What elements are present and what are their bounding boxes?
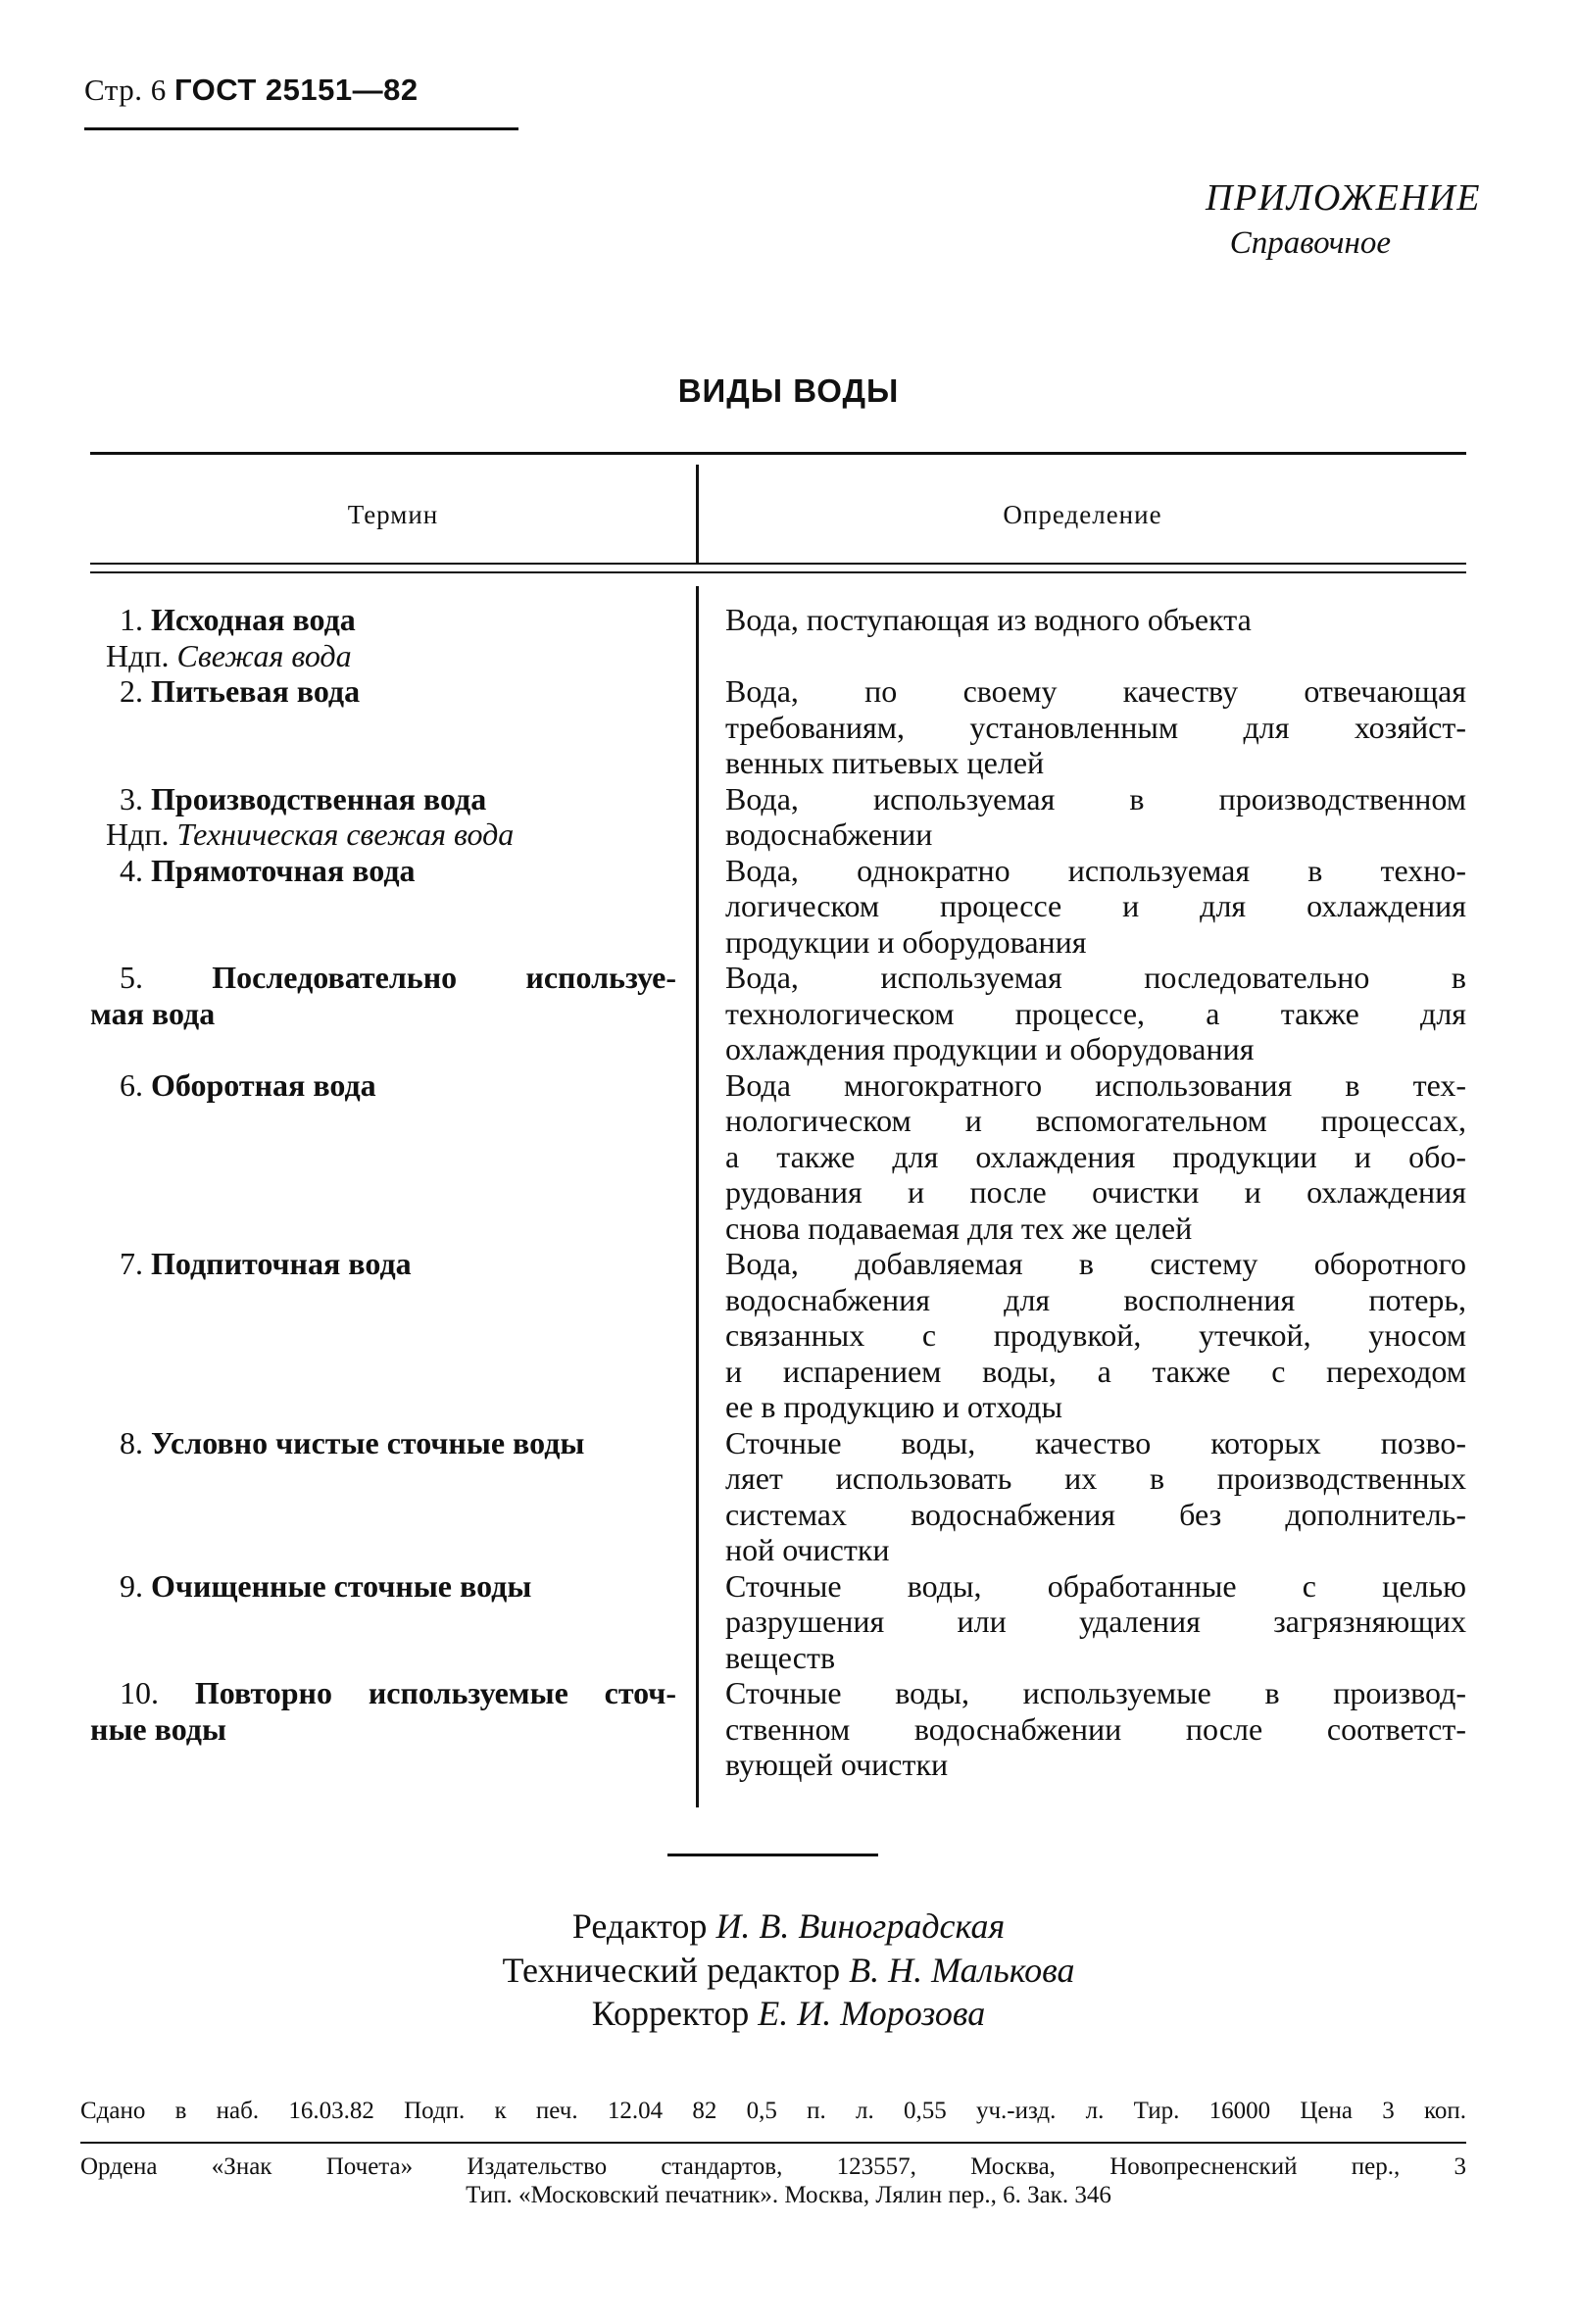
- term-cell: [90, 960, 696, 1067]
- term-line: 7. Подпиточная вода: [120, 1246, 412, 1281]
- appendix-label: [1206, 176, 1481, 262]
- definition-line: системах водоснабжения без дополнитель-: [725, 1496, 1466, 1532]
- definition-line: Сточные воды, обработанные с целью: [725, 1567, 1466, 1604]
- table-header-rule-2: [90, 571, 1466, 573]
- definition-line: Вода, используемая в производственном: [725, 780, 1466, 816]
- credit-tech-editor: Технический редактор В. Н. Малькова: [502, 1950, 1075, 1990]
- definition-line: Вода многократного использования в тех-: [725, 1066, 1466, 1103]
- definition-line: Вода, однократно используемая в техно-: [725, 852, 1466, 888]
- definition-cell: [696, 1067, 1466, 1247]
- term-cell: [90, 1246, 696, 1425]
- definition-line: технологическом процессе, а также для: [725, 995, 1466, 1031]
- term-cell: [90, 602, 696, 673]
- imprint-printer: Тип. «Московский печатник». Москва, Лялин пер., 6. Зак. 346: [466, 2182, 1111, 2208]
- definition-line: разрушения или удаления загрязняющих: [725, 1604, 1466, 1639]
- term-line: 2. Питьевая вода: [120, 673, 361, 709]
- definition-cell: [696, 602, 1466, 673]
- table-top-rule: [90, 452, 1466, 455]
- document-title: ВИДЫ ВОДЫ: [677, 372, 900, 409]
- definition-line: Вода, используемая последовательно в: [725, 960, 1466, 995]
- definition-cell: [696, 1675, 1466, 1783]
- term-cell: [90, 1425, 696, 1568]
- definition-line: Сточные воды, качество которых позво-: [725, 1424, 1466, 1460]
- definition-line: Сточные воды, используемые в производ-: [725, 1675, 1466, 1710]
- definition-line: требованиям, установленным для хозяйст-: [725, 709, 1466, 745]
- standard-number: ГОСТ 25151—82: [173, 73, 419, 107]
- definition-line: Вода, поступающая из водного объекта: [725, 602, 1252, 637]
- appendix-subtitle: Справочное: [1229, 225, 1391, 261]
- term-cell: [90, 1675, 696, 1783]
- definition-cell: [696, 1425, 1466, 1568]
- definition-line: связанных с продувкой, утечкой, уносом: [725, 1317, 1466, 1353]
- credit-editor: Редактор И. В. Виноградская: [571, 1906, 1006, 1946]
- definition-line: продукции и оборудования: [725, 923, 1087, 960]
- term-cell: [90, 673, 696, 781]
- term-line: 10. Повторно используемые сточ-: [120, 1675, 677, 1710]
- table-row: [90, 1675, 1466, 1783]
- definition-cell: [696, 960, 1466, 1067]
- table-row: [90, 602, 1466, 673]
- definition-line: и испарением воды, а также с переходом: [725, 1353, 1466, 1389]
- table-row: [90, 960, 1466, 1067]
- definition-line: охлаждения продукции и оборудования: [725, 1031, 1255, 1066]
- term-line: 4. Прямоточная вода: [120, 852, 416, 888]
- table-row: [90, 1568, 1466, 1676]
- definition-line: Вода, добавляемая в систему оборотного: [725, 1246, 1466, 1281]
- definition-line: вующей очистки: [725, 1747, 949, 1782]
- column-header-definition: Определение: [1003, 500, 1162, 529]
- imprint-print-info: Сдано в наб. 16.03.82 Подп. к печ. 12.04 82 0,5 п. л. 0,55 уч.-изд. л. Тир. 16000 Цена 3 коп.: [80, 2098, 1466, 2124]
- table-row: [90, 781, 1466, 853]
- appendix-title: ПРИЛОЖЕНИЕ: [1206, 177, 1481, 219]
- definition-cell: [696, 781, 1466, 853]
- definition-line: веществ: [725, 1639, 836, 1675]
- term-line: 1. Исходная вода: [120, 602, 356, 637]
- section-separator: [667, 1854, 878, 1856]
- table-row: [90, 1246, 1466, 1425]
- term-cell: [90, 781, 696, 853]
- definition-line: водоснабжении: [725, 816, 933, 852]
- term-line: 8. Условно чистые сточные воды: [120, 1424, 585, 1460]
- definition-line: венных питьевых целей: [725, 745, 1045, 780]
- table-row: [90, 853, 1466, 961]
- definition-cell: [696, 1246, 1466, 1425]
- definition-line: ной очистки: [725, 1532, 890, 1567]
- deprecated-term: Ндп. Свежая вода: [106, 637, 352, 673]
- term-line: 3. Производственная вода: [120, 780, 487, 816]
- definition-cell: [696, 853, 1466, 961]
- definition-line: снова подаваемая для тех же целей: [725, 1210, 1193, 1246]
- table-row: [90, 1425, 1466, 1568]
- term-line: ные воды: [90, 1710, 226, 1747]
- definition-line: Вода, по своему качеству отвечающая: [725, 673, 1466, 709]
- table-body: [90, 602, 1466, 1783]
- definition-cell: [696, 673, 1466, 781]
- credit-corrector: Корректор Е. И. Морозова: [591, 1994, 986, 2033]
- definition-line: ляет использовать их в производственных: [725, 1460, 1466, 1496]
- table-header-rule-1: [90, 563, 1466, 565]
- term-line: 5. Последовательно используе-: [120, 960, 676, 995]
- definition-line: водоснабжения для восполнения потерь,: [725, 1281, 1466, 1317]
- term-line: мая вода: [90, 995, 216, 1031]
- definition-line: рудования и после очистки и охлаждения: [725, 1174, 1466, 1210]
- page-number: Стр. 6: [84, 73, 167, 107]
- page-header: [84, 73, 419, 108]
- deprecated-term: Ндп. Техническая свежая вода: [106, 816, 515, 852]
- definition-line: ственном водоснабжении после соответст-: [725, 1710, 1466, 1747]
- term-cell: [90, 1568, 696, 1676]
- table-row: [90, 1067, 1466, 1247]
- header-underline: [84, 127, 518, 130]
- term-cell: [90, 1067, 696, 1247]
- term-line: 6. Оборотная вода: [120, 1066, 376, 1103]
- definition-line: нологическом и вспомогательном процессах,: [725, 1103, 1466, 1138]
- term-cell: [90, 853, 696, 961]
- imprint-rule: [80, 2142, 1466, 2144]
- definition-cell: [696, 1568, 1466, 1676]
- imprint-publisher: Ордена «Знак Почета» Издательство стандартов, 123557, Москва, Новопресненский пер., 3: [80, 2153, 1466, 2180]
- definition-line: логическом процессе и для охлаждения: [725, 888, 1466, 923]
- definition-line: ее в продукцию и отходы: [725, 1389, 1063, 1424]
- credits: [0, 1904, 1577, 2036]
- column-header-term: Термин: [347, 500, 439, 529]
- definition-line: а также для охлаждения продукции и обо-: [725, 1138, 1466, 1174]
- table-row: [90, 673, 1466, 781]
- term-line: 9. Очищенные сточные воды: [120, 1567, 532, 1604]
